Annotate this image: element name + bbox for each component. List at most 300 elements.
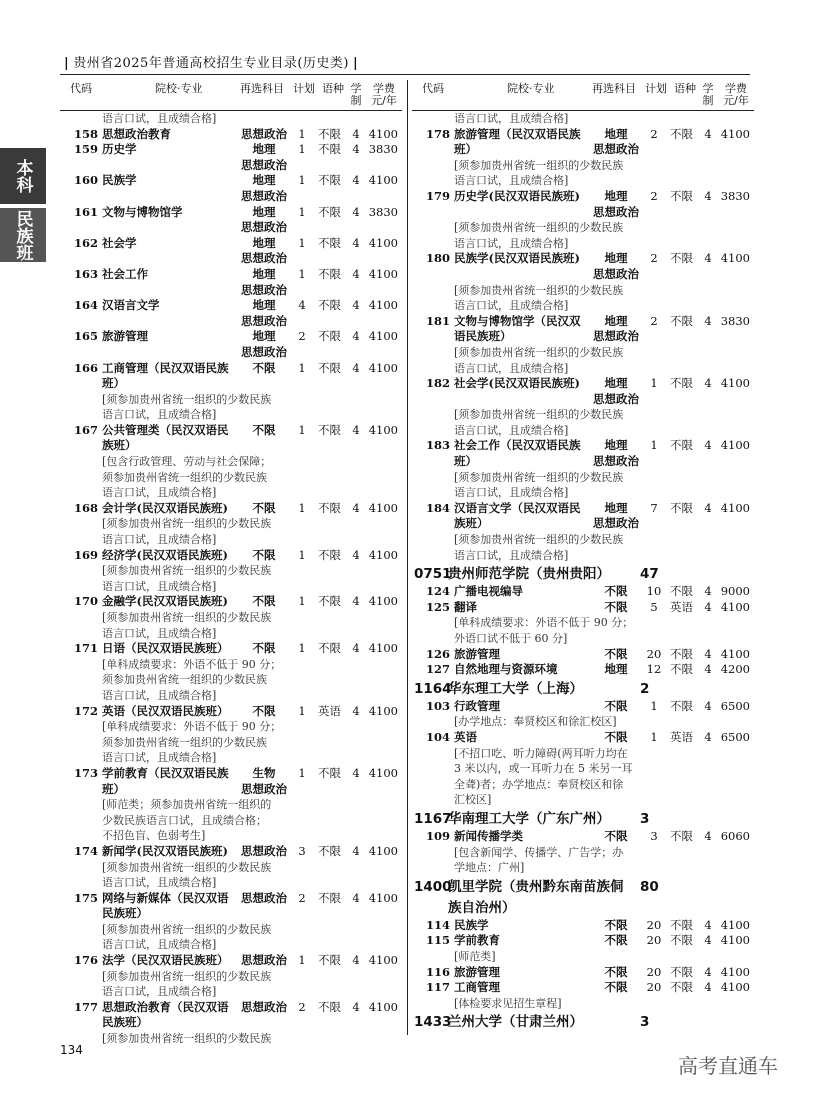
- school-row: [412, 680, 754, 699]
- major-name: 历史学: [102, 142, 137, 157]
- plan-count: 1: [298, 266, 306, 281]
- table-row: [412, 965, 754, 981]
- major-code: 176: [74, 953, 99, 968]
- major-name: 文物与博物馆学: [102, 204, 183, 219]
- row-line: [60, 189, 402, 205]
- subject-requirement: 地理: [252, 329, 276, 344]
- subject-requirement: 思想政治: [241, 999, 287, 1014]
- plan-count: 2: [298, 890, 306, 905]
- plan-count: 2: [650, 126, 658, 141]
- subject-requirement: 思想政治: [241, 313, 287, 328]
- subject-requirement: 不限: [252, 547, 276, 562]
- note-line: 外语口试不低于 60 分]: [454, 632, 568, 645]
- language: 不限: [318, 173, 341, 188]
- row-line: [60, 438, 402, 454]
- subject-requirement: 不限: [604, 980, 628, 995]
- language: 不限: [670, 126, 693, 141]
- plan-count: 1: [298, 703, 306, 718]
- row-line: [60, 251, 402, 267]
- row-line: [412, 600, 754, 616]
- tuition-fee: 4100: [368, 999, 398, 1014]
- years: 4: [704, 584, 712, 599]
- note-line: 少数民族语言口试，且成绩合格；: [102, 813, 267, 827]
- school-row: [412, 1013, 754, 1032]
- major-name: 社会学(民汉双语民族班): [454, 376, 580, 391]
- major-name: 会计学(民汉双语民族班): [102, 500, 228, 515]
- table-row: [412, 501, 754, 563]
- plan-count: 12: [646, 662, 662, 677]
- note-line: 语言口试，且成绩合格]: [454, 548, 569, 562]
- major-name: 汉语言文学: [102, 298, 160, 313]
- tuition-fee: 4100: [368, 235, 398, 250]
- tuition-fee: 4100: [368, 890, 398, 905]
- table-row: [60, 704, 402, 766]
- major-name: 新闻传播学类: [454, 828, 523, 843]
- note-row: [412, 111, 754, 127]
- subject-requirement: 思想政治: [241, 157, 287, 172]
- language: 不限: [318, 329, 341, 344]
- subject-requirement: 地理: [252, 266, 276, 281]
- plan-count: 1: [650, 438, 658, 453]
- major-name: 旅游管理: [102, 329, 148, 344]
- years: 4: [352, 843, 360, 858]
- major-name: 民族班）: [102, 1015, 148, 1030]
- years: 4: [704, 933, 712, 948]
- language: 不限: [670, 376, 693, 391]
- header-fee: 学费元/年: [723, 82, 749, 107]
- page-number: 134: [60, 1043, 83, 1057]
- subject-requirement: 不限: [252, 641, 276, 656]
- major-code: 177: [74, 999, 99, 1014]
- row-line: [60, 298, 402, 314]
- subject-requirement: 思想政治: [593, 266, 639, 281]
- school-code: 1400: [414, 878, 452, 895]
- years: 4: [704, 646, 712, 661]
- years: 4: [704, 438, 712, 453]
- major-name: 民族学: [454, 917, 489, 932]
- major-code: 179: [426, 188, 451, 203]
- major-code: 167: [74, 422, 99, 437]
- table-row: [412, 647, 754, 663]
- major-code: 165: [74, 329, 99, 344]
- major-code: 116: [426, 964, 451, 979]
- row-line: [60, 205, 402, 221]
- tuition-fee: 4100: [368, 360, 398, 375]
- years: 4: [352, 204, 360, 219]
- row-line: [60, 844, 402, 860]
- major-code: 183: [426, 438, 451, 453]
- subject-requirement: 思想政治: [241, 843, 287, 858]
- table-row: [412, 600, 754, 647]
- major-code: 173: [74, 765, 99, 780]
- note-line: 不招色盲、色弱考生]: [102, 829, 206, 843]
- table-row: [412, 829, 754, 876]
- note-line: [须参加贵州省统一组织的少数民族: [454, 158, 624, 172]
- major-name: 英语: [454, 729, 477, 744]
- column-divider: [407, 80, 408, 1035]
- subject-requirement: 思想政治: [593, 329, 639, 344]
- tuition-fee: 4200: [720, 662, 750, 677]
- subject-requirement: 不限: [604, 933, 628, 948]
- subject-requirement: 思想政治: [593, 391, 639, 406]
- major-name: 翻译: [454, 599, 477, 614]
- major-name: 班）: [102, 376, 125, 391]
- major-code: 124: [426, 584, 451, 599]
- subject-requirement: 思想政治: [593, 454, 639, 469]
- plan-count: 1: [298, 360, 306, 375]
- subject-requirement: 不限: [604, 828, 628, 843]
- subject-requirement: 地理: [604, 313, 628, 328]
- school-name: 华东理工大学（上海）: [448, 680, 583, 697]
- years: 4: [352, 703, 360, 718]
- school-row: [412, 878, 754, 897]
- row-line: [60, 158, 402, 174]
- years: 4: [352, 890, 360, 905]
- table-row: [60, 501, 402, 548]
- header-school-major: 院校·专业: [507, 82, 555, 95]
- school-row: [412, 810, 754, 829]
- major-name: 民族学: [102, 173, 137, 188]
- header-code: 代码: [70, 82, 92, 95]
- years: 4: [704, 729, 712, 744]
- note-line: 全聋)者；办学地点：奉贤校区和徐: [454, 777, 624, 791]
- row-line: [60, 345, 402, 361]
- major-name: 旅游管理（民汉双语民族: [454, 126, 581, 141]
- subject-requirement: 不限: [252, 422, 276, 437]
- table-row: [60, 329, 402, 360]
- major-name: 公共管理类（民汉双语民: [102, 422, 229, 437]
- row-line: [412, 314, 754, 330]
- major-code: 170: [74, 594, 99, 609]
- years: 4: [704, 599, 712, 614]
- tuition-fee: 4100: [368, 266, 398, 281]
- plan-count: 1: [298, 126, 306, 141]
- subject-requirement: 思想政治: [241, 890, 287, 905]
- major-code: 181: [426, 313, 451, 328]
- major-name: 民族班）: [102, 906, 148, 921]
- note-line: 语言口试，且成绩合格]: [102, 533, 217, 547]
- major-code: 174: [74, 843, 99, 858]
- table-row: [412, 438, 754, 500]
- major-name: 工商管理: [454, 980, 500, 995]
- note-line: [包含新闻学、传播学、广告学；办: [454, 845, 624, 859]
- note-line: 语言口试，且成绩合格]: [454, 299, 569, 313]
- row-line: [412, 699, 754, 715]
- school-name: 华南理工大学（广东广州）: [448, 810, 610, 827]
- major-code: 182: [426, 376, 451, 391]
- row-line: [60, 267, 402, 283]
- row-line: [60, 766, 402, 782]
- table-row: [60, 236, 402, 267]
- note-line: 语言口试，且成绩合格]: [102, 626, 217, 640]
- note-line: [须参加贵州省统一组织的少数民族: [454, 470, 624, 484]
- row-line: [412, 516, 754, 532]
- major-code: 158: [74, 126, 99, 141]
- header-school-major: 院校·专业: [155, 82, 203, 95]
- plan-count: 1: [298, 173, 306, 188]
- major-name: 旅游管理: [454, 964, 500, 979]
- row-line: [412, 501, 754, 517]
- major-name: 思想政治教育: [102, 126, 171, 141]
- tuition-fee: 4100: [720, 933, 750, 948]
- major-name: 新闻学(民汉双语民族班): [102, 843, 228, 858]
- years: 4: [352, 500, 360, 515]
- major-name: 学前教育: [454, 933, 500, 948]
- major-name: 民族学(民汉双语民族班): [454, 251, 580, 266]
- header-subject: 再选科目: [240, 82, 284, 95]
- years: 4: [704, 980, 712, 995]
- plan-count: 20: [646, 646, 662, 661]
- subject-requirement: 地理: [252, 142, 276, 157]
- table-row: [412, 127, 754, 189]
- language: 不限: [318, 126, 341, 141]
- row-line: [60, 891, 402, 907]
- years: 4: [352, 235, 360, 250]
- tuition-fee: 4100: [720, 599, 750, 614]
- major-code: 161: [74, 204, 99, 219]
- years: 4: [352, 360, 360, 375]
- major-name: 网络与新媒体（民汉双语: [102, 890, 229, 905]
- subject-requirement: 不限: [604, 599, 628, 614]
- row-line: [412, 205, 754, 221]
- right-column: [412, 80, 754, 1032]
- subject-requirement: 思想政治: [241, 953, 287, 968]
- major-code: 103: [426, 698, 451, 713]
- note-line: [须参加贵州省统一组织的少数民族: [102, 392, 272, 406]
- table-row: [60, 548, 402, 595]
- note-line: 语言口试，且成绩合格]: [454, 361, 569, 375]
- note-line: 语言口试，且成绩合格]: [454, 423, 569, 437]
- row-line: [60, 501, 402, 517]
- plan-count: 1: [650, 376, 658, 391]
- row-line: [412, 438, 754, 454]
- tuition-fee: 4100: [368, 500, 398, 515]
- row-line: [412, 980, 754, 996]
- row-line: [60, 142, 402, 158]
- note-line: 须参加贵州省统一组织的少数民族: [102, 735, 267, 749]
- school-plan: 2: [640, 680, 650, 697]
- school-plan: 3: [640, 1014, 650, 1031]
- subject-requirement: 不限: [252, 360, 276, 375]
- major-name: 族班）: [454, 516, 489, 531]
- table-row: [60, 298, 402, 329]
- note-line: [须参加贵州省统一组织的少数民族: [102, 517, 272, 531]
- years: 4: [704, 662, 712, 677]
- plan-count: 1: [298, 765, 306, 780]
- plan-count: 3: [650, 828, 658, 843]
- tuition-fee: 4100: [720, 500, 750, 515]
- years: 4: [704, 964, 712, 979]
- tuition-fee: 4100: [368, 765, 398, 780]
- row-line: [60, 127, 402, 143]
- major-code: 184: [426, 500, 451, 515]
- table-row: [412, 918, 754, 934]
- tuition-fee: 4100: [720, 251, 750, 266]
- tuition-fee: 4100: [368, 329, 398, 344]
- plan-count: 1: [298, 235, 306, 250]
- tuition-fee: 4100: [368, 547, 398, 562]
- years: 4: [352, 142, 360, 157]
- row-line: [412, 267, 754, 283]
- row-line: [60, 704, 402, 720]
- years: 4: [352, 173, 360, 188]
- subject-requirement: 不限: [252, 594, 276, 609]
- major-name: 族班）: [102, 438, 137, 453]
- page-title: 贵州省2025年普通高校招生专业目录(历史类): [73, 56, 349, 71]
- subject-requirement: 思想政治: [241, 344, 287, 359]
- tuition-fee: 6500: [720, 729, 750, 744]
- major-name: 旅游管理: [454, 646, 500, 661]
- table-row: [412, 699, 754, 730]
- tuition-fee: 4100: [368, 422, 398, 437]
- subject-requirement: 思想政治: [241, 188, 287, 203]
- language: 不限: [670, 933, 693, 948]
- plan-count: 1: [298, 547, 306, 562]
- plan-count: 1: [298, 422, 306, 437]
- row-line: [412, 251, 754, 267]
- note-line: 语言口试，且成绩合格]: [102, 408, 217, 422]
- plan-count: 20: [646, 980, 662, 995]
- note-line: [师范类]: [454, 949, 496, 963]
- major-code: 172: [74, 703, 99, 718]
- years: 4: [704, 376, 712, 391]
- years: 4: [704, 917, 712, 932]
- header-subject: 再选科目: [592, 82, 636, 95]
- header-fee: 学费元/年: [371, 82, 397, 107]
- tuition-fee: 4100: [720, 646, 750, 661]
- years: 4: [704, 698, 712, 713]
- major-code: 171: [74, 641, 99, 656]
- language: 不限: [670, 980, 693, 995]
- table-row: [60, 641, 402, 703]
- years: 4: [352, 999, 360, 1014]
- language: 不限: [670, 964, 693, 979]
- tuition-fee: 4100: [720, 917, 750, 932]
- tuition-fee: 4100: [368, 843, 398, 858]
- plan-count: 1: [298, 953, 306, 968]
- table-row: [60, 173, 402, 204]
- language: 不限: [670, 438, 693, 453]
- subject-requirement: 地理: [252, 235, 276, 250]
- note-line: 语言口试，且成绩合格]: [102, 751, 217, 765]
- table-body: [412, 111, 754, 1032]
- note-line: 3 米以内，或一耳听力在 5 米另一耳: [454, 762, 633, 776]
- years: 4: [352, 547, 360, 562]
- major-name: 工商管理（民汉双语民族: [102, 360, 229, 375]
- plan-count: 2: [650, 188, 658, 203]
- language: 不限: [318, 142, 341, 157]
- language: 不限: [318, 235, 341, 250]
- plan-count: 4: [298, 298, 306, 313]
- language: 不限: [318, 999, 341, 1014]
- major-name: 法学（民汉双语民族班）: [102, 953, 229, 968]
- years: 4: [352, 765, 360, 780]
- years: 4: [352, 126, 360, 141]
- note-line: [须参加贵州省统一组织的少数民族: [102, 1032, 272, 1046]
- language: 不限: [670, 251, 693, 266]
- note-line: [须参加贵州省统一组织的少数民族: [102, 969, 272, 983]
- subject-requirement: 地理: [604, 251, 628, 266]
- major-name: 汉语言文学（民汉双语民: [454, 500, 581, 515]
- note-line: 语言口试，且成绩合格]: [454, 486, 569, 500]
- school-plan: 47: [640, 566, 659, 583]
- tuition-fee: 6060: [720, 828, 750, 843]
- tuition-fee: 4100: [368, 953, 398, 968]
- language: 不限: [318, 360, 341, 375]
- subject-requirement: 生物: [252, 765, 276, 780]
- tuition-fee: 4100: [368, 703, 398, 718]
- subject-requirement: 思想政治: [241, 282, 287, 297]
- table-row: [412, 980, 754, 1011]
- language: 英语: [670, 599, 693, 614]
- subject-requirement: 不限: [604, 584, 628, 599]
- note-line: [须参加贵州省统一组织的少数民族: [454, 345, 624, 359]
- header-years: 学制: [702, 82, 714, 107]
- major-code: 162: [74, 235, 99, 250]
- header-plan: 计划: [645, 82, 667, 95]
- row-line: [60, 548, 402, 564]
- subject-requirement: 不限: [252, 500, 276, 515]
- watermark: 高考直通车: [678, 1054, 778, 1078]
- row-line: [60, 906, 402, 922]
- note-line: 汇校区]: [454, 793, 492, 807]
- subject-requirement: 地理: [604, 438, 628, 453]
- tuition-fee: 4100: [720, 126, 750, 141]
- language: 不限: [318, 298, 341, 313]
- table-row: [412, 314, 754, 376]
- language: 不限: [670, 698, 693, 713]
- school-plan: 3: [640, 810, 650, 827]
- subject-requirement: 思想政治: [241, 251, 287, 266]
- tab-ethnic-class[interactable]: 民族班: [0, 208, 46, 262]
- tuition-fee: 4100: [720, 964, 750, 979]
- plan-count: 1: [298, 500, 306, 515]
- subject-requirement: 地理: [252, 298, 276, 313]
- note-line: 语言口试，且成绩合格]: [102, 579, 217, 593]
- major-code: 126: [426, 646, 451, 661]
- row-line: [412, 647, 754, 663]
- major-code: 104: [426, 729, 451, 744]
- subject-requirement: 不限: [604, 917, 628, 932]
- school-name: 凯里学院（贵州黔东南苗族侗: [448, 878, 624, 895]
- subject-requirement: 不限: [604, 698, 628, 713]
- tuition-fee: 4100: [720, 980, 750, 995]
- major-code: 175: [74, 890, 99, 905]
- note-line: 须参加贵州省统一组织的少数民族: [102, 673, 267, 687]
- school-code: 0751: [414, 566, 452, 583]
- years: 4: [704, 500, 712, 515]
- tuition-fee: 4100: [720, 376, 750, 391]
- major-code: 180: [426, 251, 451, 266]
- row-line: [60, 1015, 402, 1031]
- tuition-fee: 4100: [368, 641, 398, 656]
- note-line: [单科成绩要求：外语不低于 90 分；: [102, 657, 282, 671]
- table-row: [60, 267, 402, 298]
- tab-undergraduate[interactable]: 本科: [0, 148, 46, 204]
- language: 不限: [670, 662, 693, 677]
- subject-requirement: 地理: [252, 204, 276, 219]
- tuition-fee: 6500: [720, 698, 750, 713]
- row-line: [60, 641, 402, 657]
- language: 不限: [318, 953, 341, 968]
- row-line: [412, 730, 754, 746]
- major-name: 英语（民汉双语民族班）: [102, 703, 229, 718]
- school-code: 1433: [414, 1014, 452, 1031]
- note-line: [须参加贵州省统一组织的少数民族: [454, 283, 624, 297]
- note-line: 语言口试，且成绩合格]: [102, 688, 217, 702]
- subject-requirement: 思想政治: [241, 220, 287, 235]
- subject-requirement: 不限: [604, 729, 628, 744]
